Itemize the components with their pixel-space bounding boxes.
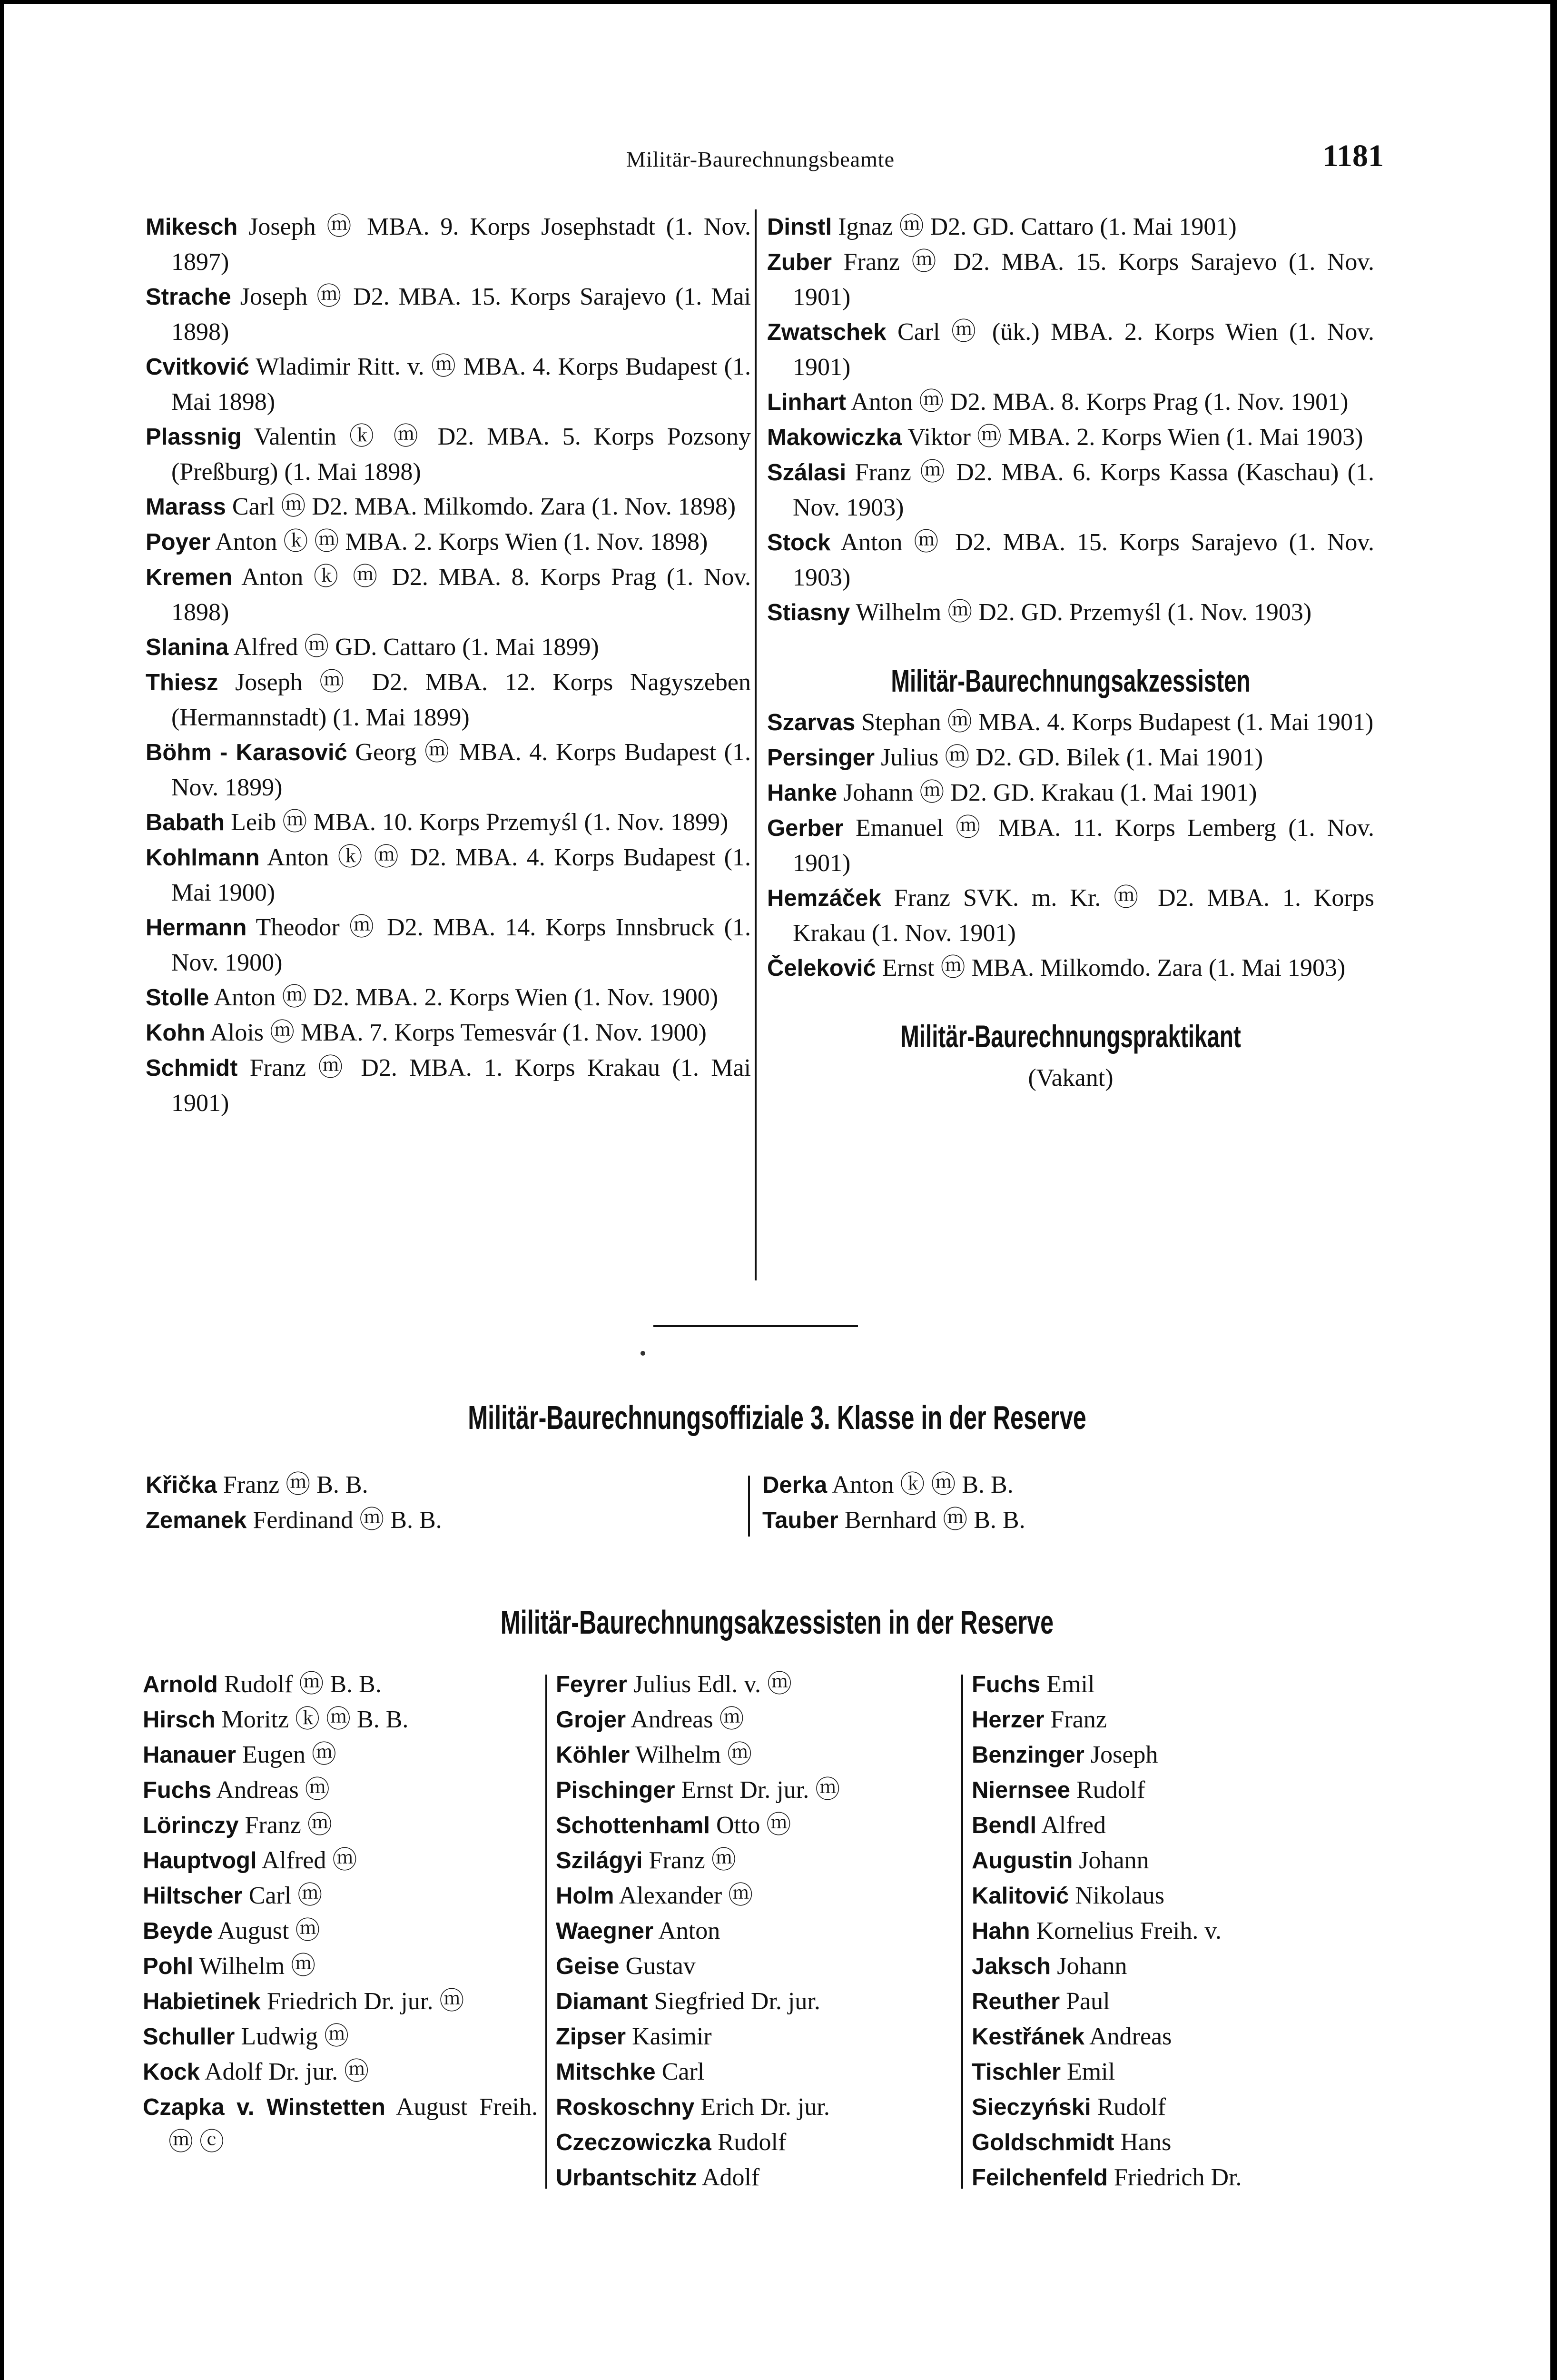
entry-name: Kalitović [972,1883,1069,1909]
separator-dot [641,1351,645,1356]
entry-name: Stiasny [767,600,850,625]
entry-name: Feyrer [556,1672,627,1697]
entry-name: Geise [556,1954,620,1979]
entry-name: Strache [146,284,231,310]
entry [143,1984,538,2019]
entry-text: Rudolf [1070,1776,1145,1804]
entry [972,1843,1381,1878]
entry-text: Otto ⓜ [710,1812,791,1839]
right-column [767,209,1374,1095]
akzessisten-reserve-heading: Militär-Baurechnungsakzessisten in der Reserve [500,1604,1054,1641]
entry-name: Hiltscher [143,1883,243,1909]
entry-name: Waegner [556,1918,654,1944]
entry [146,805,751,840]
entry-name: Fuchs [972,1672,1041,1697]
entry-text: Carl ⓜ (ük.) MBA. 2. Korps Wien (1. Nov. 1901) [793,318,1374,381]
entry-text: August ⓜ [213,1917,320,1944]
entry-name: Holm [556,1883,614,1909]
entry-name: Kohlmann [146,845,260,871]
entry-name: Roskoschny [556,2094,695,2120]
entry [556,1914,956,1949]
entry-name: Plassnig [146,424,242,450]
entry-text: Eugen ⓜ [236,1741,336,1768]
entry-text: Andreas [1084,2023,1172,2050]
entry-name: Gerber [767,815,844,841]
entry-name: Marass [146,494,226,520]
entry-text: Stephan ⓜ MBA. 4. Korps Budapest (1. Mai 1901) [855,709,1374,736]
entry [143,1667,538,1702]
entry-text: Hans [1114,2129,1172,2156]
offiziale-reserve-right [762,1468,1357,1538]
entry-text: Leib ⓜ MBA. 10. Korps Przemyśl (1. Nov. 1899) [225,809,729,836]
entry-text: Moritz ⓚ ⓜ B. B. [215,1706,409,1733]
entry [146,209,751,279]
entry-name: Hanke [767,780,838,806]
entry-name: Kohn [146,1020,206,1046]
entry [556,1843,956,1878]
entry-text: Andreas ⓜ [211,1776,330,1804]
entry-name: Babath [146,810,225,835]
entry-name: Derka [762,1472,828,1498]
entry-text: Wilhelm ⓜ D2. GD. Przemyśl (1. Nov. 1903) [850,599,1312,626]
entry [146,489,751,525]
entry-name: Lörinczy [143,1813,239,1838]
entry-text: Nikolaus [1069,1882,1164,1909]
entry-name: Szarvas [767,710,856,735]
entry [767,740,1374,775]
entry-text: Friedrich Dr. [1107,2164,1242,2191]
running-title: Militär-Baurechnungsbeamte [626,147,895,171]
entry-text: Anton ⓚ ⓜ D2. MBA. 8. Korps Prag (1. Nov. 1898) [171,564,751,626]
entry-name: Schmidt [146,1055,238,1081]
entry [556,1808,956,1843]
entry-text: Wilhelm ⓜ [630,1741,752,1768]
entry-text: Alexander ⓜ [614,1882,753,1909]
entry-text: Julius Edl. v. ⓜ [627,1671,792,1698]
entry-name: Herzer [972,1707,1045,1733]
entry [972,1702,1381,1737]
entry-name: Tauber [762,1507,838,1533]
entry-text: Ignaz ⓜ D2. GD. Cattaro (1. Mai 1901) [832,213,1237,240]
entry-name: Zemanek [146,1507,247,1533]
entry-text: Rudolf [1091,2093,1166,2121]
entry-name: Urbantschitz [556,2165,697,2191]
entry-name: Persinger [767,745,875,771]
entry-name: Fuchs [143,1777,212,1803]
page [4,4,1550,2380]
entry [143,1702,538,1737]
entry-name: Bendl [972,1813,1037,1838]
page-number: 1181 [1322,139,1384,173]
entry-name: Zipser [556,2024,626,2050]
entry [556,2090,956,2125]
entry [146,980,751,1015]
entry-name: Kremen [146,565,233,590]
entry-name: Hirsch [143,1707,216,1733]
entry [143,1914,538,1949]
column-divider [545,1675,547,2189]
entry-text: Franz ⓜ D2. MBA. 15. Korps Sarajevo (1. Nov. 1901) [793,248,1374,311]
entry [146,279,751,349]
entry [556,1702,956,1737]
entry-name: Hahn [972,1918,1030,1944]
entry-text: Andreas ⓜ [626,1706,744,1733]
entry [972,1808,1381,1843]
column-divider [748,1476,750,1537]
akzessisten-heading: Militär-Baurechnungsakzessisten [891,663,1251,698]
entry-text: Anton [653,1917,720,1944]
entry-text: Siegfried Dr. jur. [648,1988,820,2015]
entry-text: Anton ⓜ D2. MBA. 2. Korps Wien (1. Nov. 1900) [209,984,719,1011]
entry-name: Makowiczka [767,425,902,450]
reserve-list-column-3 [972,1667,1381,2195]
entry [972,1914,1381,1949]
entry-name: Szilágyi [556,1848,643,1874]
entry-text: Julius ⓜ D2. GD. Bilek (1. Mai 1901) [875,744,1263,771]
entry-text: Wladimir Ritt. v. ⓜ MBA. 4. Korps Budapest (1. Mai 1898) [171,353,751,416]
entry [767,775,1374,811]
entry [143,2019,538,2054]
reserve-list-column-2 [556,1667,956,2195]
entry-text: Kasimir [626,2023,712,2050]
left-column [146,209,751,1121]
entry-text: Johann [1073,1847,1149,1874]
entry-name: Szálasi [767,460,847,486]
entry-name: Zwatschek [767,319,887,345]
entry-text: Valentin ⓚ ⓜ D2. MBA. 5. Korps Pozsony (Preßburg) (1. Mai 1898) [171,423,751,486]
entry-text: Friedrich Dr. jur. ⓜ [260,1988,464,2015]
entry-text: Ernst Dr. jur. ⓜ [675,1776,840,1804]
entry-text: Bernhard ⓜ B. B. [838,1507,1025,1534]
entry [143,2054,538,2090]
entry-name: Goldschmidt [972,2130,1114,2155]
entry-text: Joseph [1084,1741,1158,1768]
entry [767,385,1374,420]
entry-text: Franz ⓜ [642,1847,736,1874]
entry-name: Schuller [143,2024,235,2050]
entry-name: Böhm - Karasović [146,740,347,765]
entry-text: Anton ⓜ D2. MBA. 8. Korps Prag (1. Nov. 1901) [846,388,1349,416]
entry-name: Grojer [556,1707,626,1733]
entry-text: Anton ⓚ ⓜ MBA. 2. Korps Wien (1. Nov. 1898) [210,528,708,555]
entry [143,1808,538,1843]
entry [143,1773,538,1808]
entry-name: Feilchenfeld [972,2165,1108,2191]
entry-name: Slanina [146,635,229,660]
entry [972,1949,1381,1984]
entry-name: Zuber [767,249,832,275]
entry-text: Franz ⓜ [238,1812,332,1839]
entry-name: Czeczowiczka [556,2130,711,2155]
entry [146,349,751,419]
entry [556,2019,956,2054]
entry-name: Pischinger [556,1777,675,1803]
entry-text: August Freih. ⓜ ⓒ [168,2093,538,2156]
entry-text: Joseph ⓜ MBA. 9. Korps Josephstadt (1. Nov. 1897) [171,213,751,276]
entry-text: Franz ⓜ B. B. [217,1471,368,1498]
entry [146,419,751,489]
entry-text: Ferdinand ⓜ B. B. [246,1507,442,1534]
entry-text: Alfred ⓜ GD. Cattaro (1. Mai 1899) [228,634,599,661]
entry-text: Emil [1061,2058,1115,2085]
entry [767,811,1374,881]
entry-text: Anton ⓚ ⓜ B. B. [827,1471,1014,1498]
entry-text: Theodor ⓜ D2. MBA. 14. Korps Innsbruck (1. Nov. 1900) [171,914,751,976]
section-separator [653,1325,858,1327]
entry-name: Čeleković [767,955,876,981]
entry [146,1015,751,1051]
entry [972,1984,1381,2019]
entry [972,1667,1381,1702]
entry [556,1984,956,2019]
entry [146,1468,740,1503]
entry [556,1878,956,1914]
entry-name: Thiesz [146,670,218,695]
entry-text: Franz SVK. m. Kr. ⓜ D2. MBA. 1. Korps Krakau (1. Nov. 1901) [793,884,1374,947]
entry-name: Arnold [143,1672,218,1697]
entry-text: Johann [1051,1953,1127,1980]
entry-name: Jaksch [972,1954,1051,1979]
entry-text: Carl ⓜ D2. MBA. Milkomdo. Zara (1. Nov. 1898) [226,493,736,520]
entry-text: Carl [655,2058,705,2085]
entry [767,881,1374,951]
entry-name: Stolle [146,985,209,1011]
entry-name: Schottenhaml [556,1813,710,1838]
entry [146,525,751,560]
entry-name: Kock [143,2059,200,2085]
entry [146,560,751,630]
entry-name: Cvitković [146,354,249,380]
entry-text: Emil [1040,1671,1095,1698]
entry [762,1503,1357,1538]
entry-text: Rudolf [711,2129,787,2156]
entry-name: Niernsee [972,1777,1071,1803]
entry-name: Kestřánek [972,2024,1084,2050]
entry [972,2160,1381,2195]
entry-name: Augustin [972,1848,1073,1874]
entry-text: Paul [1060,1988,1110,2015]
praktikant-note: (Vakant) [1028,1064,1114,1091]
column-divider [755,209,757,1280]
entry-name: Reuther [972,1989,1060,2014]
entry [143,2090,538,2160]
entry-text: Kornelius Freih. v. [1030,1917,1222,1944]
entry-text: Gustav [619,1953,696,1980]
entry-text: Erich Dr. jur. [694,2093,830,2121]
entry [556,2054,956,2090]
entry-text: Alfred [1036,1812,1106,1839]
entry [767,595,1374,630]
entry-name: Sieczyński [972,2094,1091,2120]
entry [767,315,1374,385]
entry [767,525,1374,595]
offiziale-reserve-left [146,1468,740,1538]
entry-text: Ernst ⓜ MBA. Milkomdo. Zara (1. Mai 1903) [876,954,1346,982]
entry-name: Hanauer [143,1742,237,1768]
entry-text: Joseph ⓜ D2. MBA. 12. Korps Nagyszeben (Hermannstadt) (1. Mai 1899) [171,669,751,731]
entry [767,245,1374,315]
entry [972,1878,1381,1914]
entry-text: Alois ⓜ MBA. 7. Korps Temesvár (1. Nov. 1900) [205,1019,707,1046]
entry [972,1773,1381,1808]
entry [146,735,751,805]
entry [143,1843,538,1878]
entry [556,1737,956,1773]
entry [767,455,1374,525]
entry-text: Franz ⓜ D2. MBA. 6. Korps Kassa (Kaschau) (1. Nov. 1903) [793,459,1374,521]
entry-text: Anton ⓚ ⓜ D2. MBA. 4. Korps Budapest (1. Mai 1900) [171,844,751,906]
entry [143,1949,538,1984]
entry [767,705,1374,740]
entry [767,420,1374,455]
entry-name: Mikesch [146,214,238,240]
entry-text: Franz ⓜ D2. MBA. 1. Korps Krakau (1. Mai 1901) [171,1054,751,1117]
entry [767,209,1374,245]
entry-name: Poyer [146,529,211,555]
entry-name: Hermann [146,915,247,941]
entry [767,951,1374,986]
entry [972,2090,1381,2125]
entry [556,1667,956,1702]
entry [143,1737,538,1773]
praktikant-heading: Militär-Baurechnungspraktikant [900,1019,1241,1054]
entry [146,1503,740,1538]
entry [972,2125,1381,2160]
reserve-list-column-1 [143,1667,538,2160]
entry-text: Wilhelm ⓜ [193,1953,316,1980]
entry-name: Czapka v. Winstetten [143,2094,385,2120]
offiziale-reserve-heading: Militär-Baurechnungsoffiziale 3. Klasse in der Reserve [468,1399,1086,1436]
entry [146,665,751,735]
entry-name: Köhler [556,1742,630,1768]
entry [146,630,751,665]
entry [556,1949,956,1984]
entry [556,2160,956,2195]
entry-name: Dinstl [767,214,832,240]
entry-text: Johann ⓜ D2. GD. Krakau (1. Mai 1901) [837,779,1257,806]
entry [143,1878,538,1914]
entry-name: Pohl [143,1954,194,1979]
entry-text: Rudolf ⓜ B. B. [217,1671,382,1698]
entry-name: Křička [146,1472,217,1498]
entry-text: Adolf Dr. jur. ⓜ [199,2058,369,2085]
entry-text: Joseph ⓜ D2. MBA. 15. Korps Sarajevo (1. Mai 1898) [171,283,751,346]
entry-name: Beyde [143,1918,213,1944]
entry [146,840,751,910]
entry-name: Tischler [972,2059,1061,2085]
entry-name: Hemzáček [767,885,881,911]
entry-text: Georg ⓜ MBA. 4. Korps Budapest (1. Nov. 1899) [171,739,751,801]
entry-name: Diamant [556,1989,648,2014]
entry [146,1051,751,1121]
entry-name: Mitschke [556,2059,656,2085]
entry-name: Benzinger [972,1742,1084,1768]
entry-text: Anton ⓜ D2. MBA. 15. Korps Sarajevo (1. Nov. 1903) [793,529,1374,591]
entry [972,2054,1381,2090]
entry-name: Linhart [767,389,847,415]
entry [146,910,751,980]
entry-text: Viktor ⓜ MBA. 2. Korps Wien (1. Mai 1903) [902,424,1363,451]
entry [556,2125,956,2160]
entry-name: Habietinek [143,1989,261,2014]
column-divider [961,1675,963,2189]
entry-name: Stock [767,530,831,555]
entry-text: Franz [1044,1706,1107,1733]
entry-text: Carl ⓜ [242,1882,323,1909]
entry-text: Alfred ⓜ [256,1847,357,1874]
entry-text: Ludwig ⓜ [235,2023,349,2050]
entry-name: Hauptvogl [143,1848,257,1874]
entry [556,1773,956,1808]
entry [972,1737,1381,1773]
entry [972,2019,1381,2054]
entry-text: Adolf [697,2164,760,2191]
entry-text: Emanuel ⓜ MBA. 11. Korps Lemberg (1. Nov. 1901) [793,814,1374,877]
entry [762,1468,1357,1503]
